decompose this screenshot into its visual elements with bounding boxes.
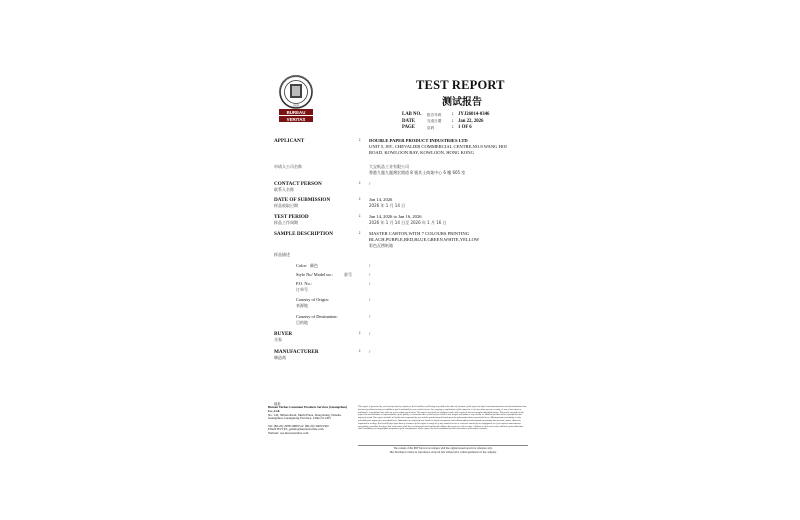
style-no-value: / [369, 272, 371, 277]
date-colon: : [452, 118, 454, 124]
po-no-value: / [369, 281, 371, 286]
applicant-colon: : [359, 138, 361, 143]
color-label-cn: 颜色 [310, 263, 318, 269]
lab-no-value: JYJ26014-0346 [458, 112, 490, 117]
footer-email: Email: BVCPS_gzinfo@bureauveritas.com [268, 427, 324, 432]
color-label: Color: [296, 263, 308, 268]
report-title: TEST REPORT [416, 78, 505, 92]
applicant-name: DOUBLE PAPER PRODUCT INDUSTRIES LTD [369, 138, 468, 143]
manufacturer-value: / [369, 349, 371, 354]
manufacturer-label: MANUFACTURER [274, 349, 319, 355]
report-page [266, 68, 534, 468]
submission-label-cn: 样品收取日期 [274, 203, 298, 208]
applicant-name-cn: 大宝纸品工业有限公司 [369, 164, 409, 169]
origin-value: / [369, 297, 371, 302]
page-value: 1 OF 6 [458, 125, 472, 130]
sample-value-cn: 彩色瓦楞纸箱 [369, 243, 393, 248]
page-label-cn: 页码 [427, 125, 435, 130]
page-colon: : [452, 125, 454, 130]
contact-colon: : [359, 181, 361, 186]
footer-disclaimer: This report is governed by, and incorporates by reference, the Conditions of Testing as posted at the date of issuance of this report at http://www.bureauveritas.com/home/about-us/our-business/cps/about-us/terms-conditions and is intended for your exclusive use. Any copying or replication of this report to or for any other person or entity, or use of our name or trademark, is permitted only with our prior written permission. This report sets forth our findings solely with respect to the test samples identified herein. The results set forth in this report are not indicative or representative of the quality or characteristics of the lot from which a test sample was taken or any similar or identical product unless specifically and expressly noted. Our report includes all of the tests requested by you and the results thereof based upon the information that you provided to us. Measurement uncertainty is only provided upon request for accredited tests. Statements of conformity are based on simple acceptance rule without taking measurement uncertainty into account, unless otherwise requested in writing. You have 60 days from date of issuance of this report to notify us of any material error or omission caused by our negligence or if you require measurement uncertainty; provided, however, that such notice shall be in writing and shall specifically address the issue you wish to raise. A failure to raise such issue within the prescribed time shall constitute your unqualified acceptance of the completeness of this report, the tests conducted and the correctness of the report contents. [358, 406, 528, 431]
page-label: PAGE [402, 125, 415, 130]
sample-label-cn: 样品描述 [274, 252, 290, 257]
sample-colon: : [359, 231, 361, 236]
style-no-label-cn: 款号 [344, 272, 352, 278]
sample-label: SAMPLE DESCRIPTION [274, 231, 333, 237]
logo-year-text: 1828 [293, 104, 299, 108]
lab-no-label-cn: 报告号码 [427, 112, 442, 117]
footer-website: Website: cps.bureauveritas.com [268, 430, 309, 435]
buyer-label: BUYER [274, 331, 293, 337]
period-colon: : [359, 214, 361, 219]
color-value: / [369, 263, 371, 268]
contact-label: CONTACT PERSON [274, 181, 322, 187]
footer-divider [358, 445, 528, 446]
applicant-label-cn: 申请人公司名称 [274, 164, 302, 169]
contact-label-cn: 联系人名称 [274, 187, 294, 192]
submission-value-cn: 2026 年 1 月 14 日 [369, 203, 406, 208]
submission-label: DATE OF SUBMISSION [274, 197, 331, 203]
submission-colon: : [359, 197, 361, 202]
po-no-label: P.O. No.: [296, 281, 313, 286]
period-value: Jan 14, 2026 to Jan 16, 2026 [369, 214, 422, 219]
footer-address: No. 143, Shinan Road, Meibi Plaza, Dongchong, Nansha, Guangzhou, Guangdong Province, China 511453 [268, 412, 342, 421]
origin-label-cn: 来源地 [296, 303, 308, 308]
applicant-address: UNIT 5, 8/F., CHEVALIER COMMERCIAL CENTRE,NO.8 WANG HOI ROAD, KOWLOON BAY, KOWLOON, HONG KONG [369, 144, 507, 155]
footer-contact: Tel: (86-20) 2288 2988 Fax: (86-20) 3469 9302 [268, 423, 329, 428]
date-label: DATE [402, 118, 415, 124]
footer-reproduce-note: This Test Report cannot be reproduced, except in full, without prior written permission of the company. [389, 451, 497, 454]
buyer-label-cn: 买家 [274, 337, 282, 342]
style-no-label: Style No/ Model no.: [296, 272, 334, 277]
origin-label: Country of Origin: [296, 297, 329, 302]
period-value-cn: 2026 年 1 月 14 日至 2026 年 1 月 16 日 [369, 220, 447, 225]
logo-bottom-text: VERITAS [286, 116, 306, 122]
date-label-cn: 完成日期 [427, 119, 442, 124]
period-label: TEST PERIOD [274, 214, 309, 220]
report-title-cn: 测试报告 [442, 97, 482, 108]
buyer-colon: : [359, 331, 361, 336]
applicant-label: APPLICANT [274, 138, 305, 144]
contact-value: / [369, 181, 371, 186]
destination-label-cn: 目的地 [296, 320, 308, 325]
footer-company: Bureau Veritas Consumer Products Services (Guangzhou) Co., Ltd. [268, 405, 347, 413]
destination-label: Country of Destination: [296, 314, 338, 319]
lab-no-colon: : [452, 112, 454, 117]
bureau-veritas-seal-icon [276, 74, 316, 130]
manufacturer-label-cn: 制造商 [274, 355, 286, 360]
applicant-address-cn: 香港九龍九龍灣宏開道 8 號其士商業中心 6 樓 605 室 [369, 170, 466, 175]
date-value: Jan 22, 2026 [458, 118, 484, 124]
period-label-cn: 样品工作周期 [274, 220, 298, 225]
footer-address-cn-label: 地址 [274, 402, 281, 406]
logo-top-text: BUREAU [286, 109, 306, 115]
buyer-value: / [369, 331, 371, 336]
submission-value: Jan 14, 2026 [369, 197, 393, 202]
po-no-label-cn: 订单号 [296, 287, 308, 292]
sample-value: MASTER CARTON,WITH 7 COLOURS PRINTING BLACH,PURPLE,RED,BLUE,GREEN,WHITE,YELLOW [369, 231, 480, 242]
lab-no-label: LAB NO. [402, 112, 422, 117]
manufacturer-colon: : [359, 349, 361, 354]
bureau-veritas-logo [276, 74, 316, 130]
footer-pdf-note: The content of this PDF file is in accordance with the original issued reports for reference only. [393, 447, 493, 450]
destination-value: / [369, 314, 371, 319]
